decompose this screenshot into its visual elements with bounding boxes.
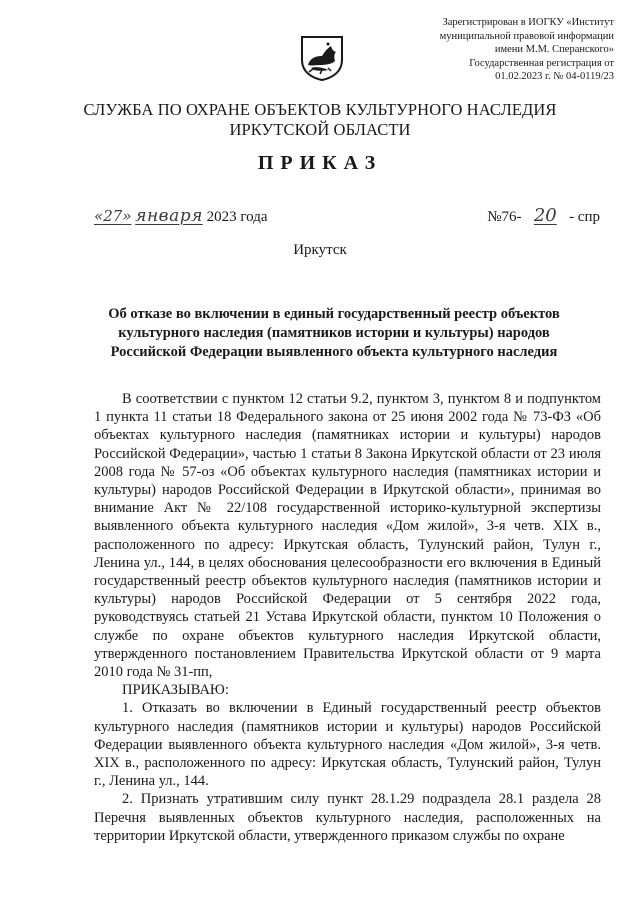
order-body (94, 390, 601, 845)
date-open-quote: « (94, 207, 104, 225)
agency-name (0, 100, 640, 140)
order-number (487, 203, 600, 230)
registration-line: Зарегистрирован в ИОГКУ «Институт (442, 17, 614, 28)
registration-line: имени М.М. Сперанского» (494, 44, 614, 55)
order-number-suffix: - спр (569, 209, 600, 225)
registration-line: 01.02.2023 г. № 04-0119/23 (495, 71, 614, 82)
order-subject (96, 305, 572, 362)
document-type-heading: ПРИКАЗ (257, 152, 383, 174)
city-name: Иркутск (293, 242, 347, 258)
registration-line: Государственная регистрация от (469, 57, 614, 69)
subject-line: Российской Федерации выявленного объекта культурного наследия (110, 344, 558, 360)
agency-line: ИРКУТСКОЙ ОБЛАСТИ (229, 120, 411, 139)
date-year: 2023 года (206, 209, 268, 225)
subject-line: Об отказе во включении в единый государственный реестр объектов (108, 306, 560, 322)
registration-line: муниципальной правовой информации (439, 30, 614, 42)
order-number-handwritten: 20 (533, 205, 557, 226)
date-month-handwritten: января (135, 206, 203, 226)
coat-of-arms-icon (298, 34, 346, 82)
order-date (94, 203, 267, 230)
order-item-2: 2. Признать утратившим силу пункт 28.1.29 подраздела 28.1 раздела 28 Перечня выявленных объектов культурного наследия, расположенных на территории Иркутской области, утвержденного приказом службы по охране (94, 791, 601, 844)
date-close-quote: » (122, 207, 132, 225)
subject-line: культурного наследия (памятников истории и культуры) народов (118, 325, 550, 341)
date-day-handwritten: 27 (103, 207, 123, 225)
registration-stamp (384, 16, 614, 84)
order-number-prefix: №76- (487, 209, 522, 225)
agency-line: СЛУЖБА ПО ОХРАНЕ ОБЪЕКТОВ КУЛЬТУРНОГО НАСЛЕДИЯ (83, 100, 557, 119)
order-command: ПРИКАЗЫВАЮ: (122, 682, 229, 699)
order-item-1: 1. Отказать во включении в Единый государственный реестр объектов культурного наследия (памятников истории и культуры) народов Российской Федерации выявленного объекта культурного наследия «Дом жилой», 3-я четв. XIX в., расположенного по адресу: Иркутская область, Тулунский район, Тулун г., Ленина ул., 144. (94, 700, 601, 790)
preamble-paragraph: В соответствии с пунктом 12 статьи 9.2, пунктом 3, пунктом 8 и подпунктом 1 пункта 11 статьи 18 Федерального закона от 25 июня 2002 года № 73-ФЗ «Об объектах культурного наследия (памятниках истории и культуры) народов Российской Федерации», частью 1 статьи 8 Закона Иркутской области от 23 июля 2008 года № 57-оз «Об объектах культурного наследия (памятниках истории и культуры) народов Российской Федерации в Иркутской области», принимая во внимание Акт № 22/108 государственной историко-культурной экспертизы выявленного объекта культурного наследия «Дом жилой», 3-я четв. XIX в., расположенного по адресу: Иркутская область, Тулунский район, Тулун г., Ленина ул., 144, в целях обоснования целесообразности его включения в Единый государственный реестр объектов культурного наследия (памятников истории и культуры) народов Российской Федерации от 5 сентября 2022 года, руководствуясь статьей 21 Устава Иркутской области, пунктом 10 Положения о службе по охране объектов культурного наследия Иркутской области, утвержденного постановлением Правительства Иркутской области от 9 марта 2010 года № 31-пп, (94, 391, 601, 681)
